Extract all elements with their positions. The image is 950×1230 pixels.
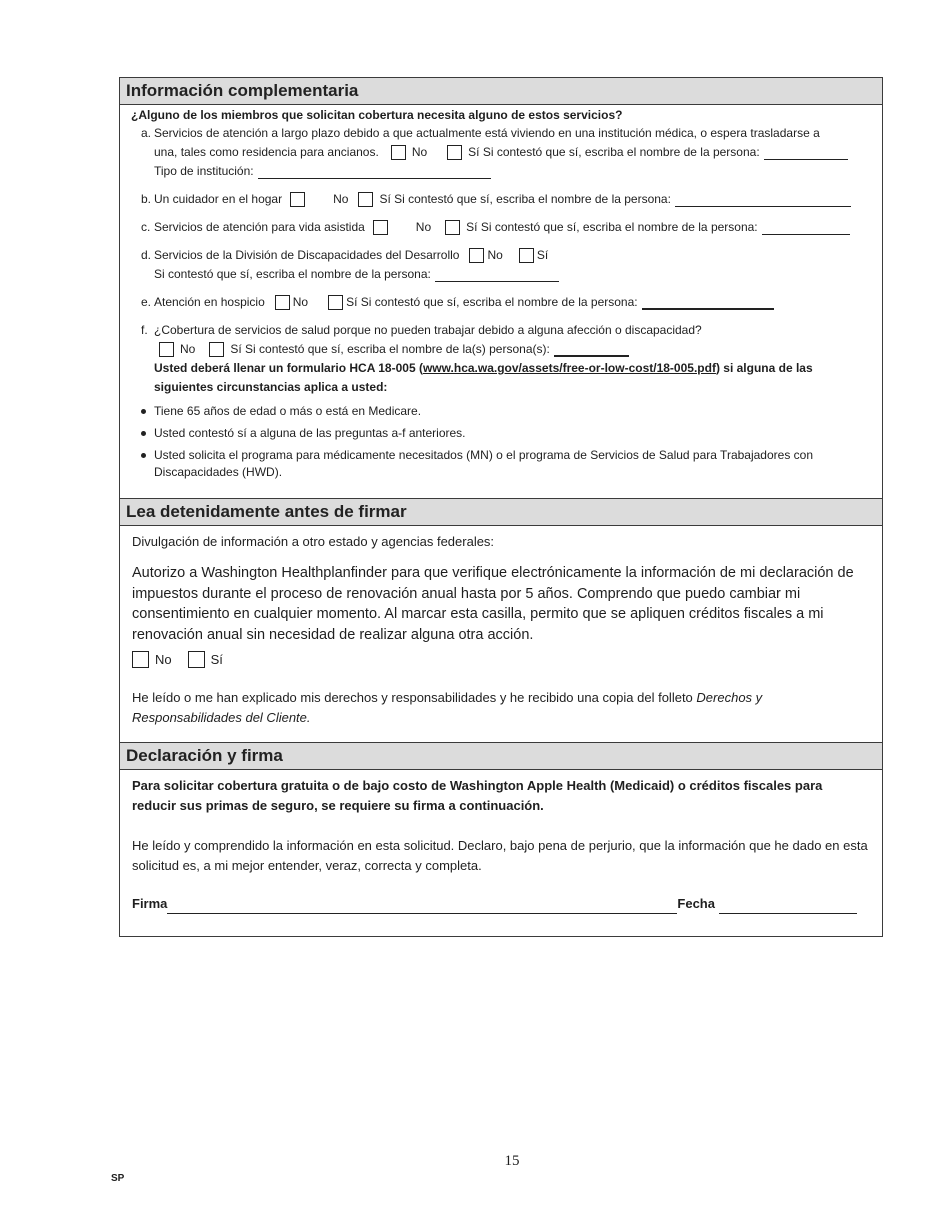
- form-page: [119, 77, 883, 937]
- item-a-no-label: No: [411, 145, 428, 159]
- hca-notice: [154, 359, 876, 378]
- item-a-tipo-field[interactable]: [258, 165, 491, 179]
- list-item: [120, 403, 882, 420]
- item-c-text: Servicios de atención para vida asistida: [154, 220, 365, 234]
- item-a-si-checkbox[interactable]: [447, 145, 462, 160]
- item-b-text: Un cuidador en el hogar: [154, 192, 283, 206]
- hca-form-link[interactable]: www.hca.wa.gov/assets/free-or-low-cost/18-005.pdf: [422, 361, 716, 375]
- authorize-no-label: No: [155, 652, 172, 667]
- item-a: [120, 124, 882, 181]
- circumstances-list: [120, 403, 882, 481]
- authorize-text: Autorizo a Washington Healthplanfinder para que verifique electrónicamente la información de mi declaración de impuestos durante el proceso de renovación anual hasta por 5 años. Comprendo que puedo cambiar mi consentimiento en cualquier momento. Al marcar esta casilla, permito que se apliquen créditos fiscales a mi renovación anual sin necesidad de realizar alguna otra acción.: [132, 565, 854, 643]
- list-item-text: Usted contestó sí a alguna de las preguntas a-f anteriores.: [154, 426, 466, 440]
- item-f-si-label: Sí Si contestó que sí, escriba el nombre de la(s) persona(s):: [230, 342, 550, 356]
- item-f-si-checkbox[interactable]: [209, 342, 224, 357]
- signature-requirement: Para solicitar cobertura gratuita o de bajo costo de Washington Apple Health (Medicaid) o créditos fiscales para reducir sus primas de seguro, se requiere su firma a continuación.: [132, 778, 823, 813]
- item-f-letter: f.: [141, 323, 148, 337]
- item-a-si-label: Sí Si contestó que sí, escriba el nombre de la persona:: [468, 145, 760, 159]
- item-f-name-field[interactable]: [554, 342, 629, 357]
- item-d-line2: Si contestó que sí, escriba el nombre de la persona:: [154, 267, 431, 281]
- item-c-no-checkbox[interactable]: [373, 220, 388, 235]
- item-e-name-field[interactable]: [642, 295, 774, 310]
- item-e-si-checkbox[interactable]: [328, 295, 343, 310]
- firma-label: Firma: [132, 896, 168, 911]
- item-d-no-label: No: [487, 248, 503, 262]
- authorize-no-checkbox[interactable]: [132, 651, 149, 668]
- hca-notice-post: ) si alguna de las: [715, 361, 813, 375]
- item-e-si-label: Sí Si contestó que sí, escriba el nombre de la persona:: [346, 295, 638, 309]
- fecha-label: Fecha: [677, 896, 715, 911]
- item-c: [120, 218, 882, 237]
- item-a-line2: una, tales como residencia para ancianos.: [154, 145, 379, 159]
- item-c-name-field[interactable]: [762, 221, 850, 235]
- item-e: [120, 293, 882, 312]
- section-heading-lea: Lea detenidamente antes de firmar: [120, 498, 882, 526]
- item-d-no-checkbox[interactable]: [469, 248, 484, 263]
- item-b-si-label: Sí Si contestó que sí, escriba el nombre de la persona:: [379, 192, 671, 206]
- item-f-no-checkbox[interactable]: [159, 342, 174, 357]
- item-b-letter: b.: [141, 192, 152, 206]
- item-d-text: Servicios de la División de Discapacidades del Desarrollo: [154, 248, 460, 262]
- date-field[interactable]: [719, 900, 857, 914]
- list-item: [120, 447, 882, 481]
- hca-notice-line2: siguientes circunstancias aplica a usted:: [154, 380, 388, 394]
- signature-row: [132, 894, 870, 914]
- item-d-letter: d.: [141, 248, 152, 262]
- section-declaracion: [120, 770, 882, 936]
- item-e-no-checkbox[interactable]: [275, 295, 290, 310]
- item-a-letter: a.: [141, 126, 152, 140]
- hca-notice-pre: Usted deberá llenar un formulario HCA 18-005 (: [154, 361, 423, 375]
- list-item: [120, 425, 882, 442]
- section-lea: [120, 526, 882, 742]
- language-code: SP: [111, 1173, 125, 1184]
- item-d-si-label: Sí: [536, 248, 549, 262]
- bullet-icon: [141, 409, 146, 414]
- item-a-line1: Servicios de atención a largo plazo debido a que actualmente está viviendo en una institución médica, o espera trasladarse a: [154, 126, 820, 140]
- item-c-no-label: No: [415, 220, 432, 234]
- item-b-no-label: No: [333, 192, 349, 206]
- item-b-si-checkbox[interactable]: [358, 192, 373, 207]
- item-d-name-field[interactable]: [435, 268, 559, 282]
- rights-text: [132, 688, 870, 728]
- item-f-no-label: No: [180, 342, 196, 356]
- item-c-letter: c.: [141, 220, 151, 234]
- section-heading-informacion: Información complementaria: [120, 78, 882, 105]
- item-a-tipo-label: Tipo de institución:: [154, 164, 254, 178]
- item-a-name-field[interactable]: [764, 146, 848, 160]
- declaration-text: He leído y comprendido la información en esta solicitud. Declaro, bajo pena de perjurio, que la información que he dado en esta solicitud es, a mi mejor entender, veraz, correcta y completa.: [132, 838, 868, 873]
- services-question: ¿Alguno de los miembros que solicitan cobertura necesita alguno de estos servicios?: [131, 108, 623, 122]
- rights-text-pre: He leído o me han explicado mis derechos y responsabilidades y he recibido una copia del folleto: [132, 690, 697, 705]
- item-b-no-checkbox[interactable]: [290, 192, 305, 207]
- section-informacion: [120, 105, 882, 498]
- list-item-text: Usted solicita el programa para médicamente necesitados (MN) o el programa de Servicios de Salud para Trabajadores con Discapacidades (HWD).: [154, 448, 813, 479]
- item-f: [120, 321, 882, 397]
- signature-field[interactable]: [167, 900, 677, 914]
- item-f-text: ¿Cobertura de servicios de salud porque no pueden trabajar debido a alguna afección o discapacidad?: [154, 323, 702, 337]
- list-item-text: Tiene 65 años de edad o más o está en Medicare.: [154, 404, 422, 418]
- item-d: [120, 246, 882, 284]
- item-a-no-checkbox[interactable]: [391, 145, 406, 160]
- item-b: [120, 190, 882, 209]
- item-e-letter: e.: [141, 295, 152, 309]
- page-number: 15: [504, 1153, 520, 1169]
- rights-booklet-title: Derechos y Responsabilidades del Cliente.: [132, 690, 763, 725]
- item-c-si-checkbox[interactable]: [445, 220, 460, 235]
- authorize-si-checkbox[interactable]: [188, 651, 205, 668]
- item-b-name-field[interactable]: [675, 193, 851, 207]
- item-d-si-checkbox[interactable]: [519, 248, 534, 263]
- item-e-text: Atención en hospicio: [154, 295, 265, 309]
- bullet-icon: [141, 453, 146, 458]
- item-e-no-label: No: [292, 295, 309, 309]
- section-heading-declaracion: Declaración y firma: [120, 742, 882, 770]
- item-c-si-label: Sí Si contestó que sí, escriba el nombre de la persona:: [466, 220, 758, 234]
- disclosure-text: Divulgación de información a otro estado y agencias federales:: [132, 534, 495, 549]
- authorize-si-label: Sí: [210, 652, 223, 667]
- bullet-icon: [141, 431, 146, 436]
